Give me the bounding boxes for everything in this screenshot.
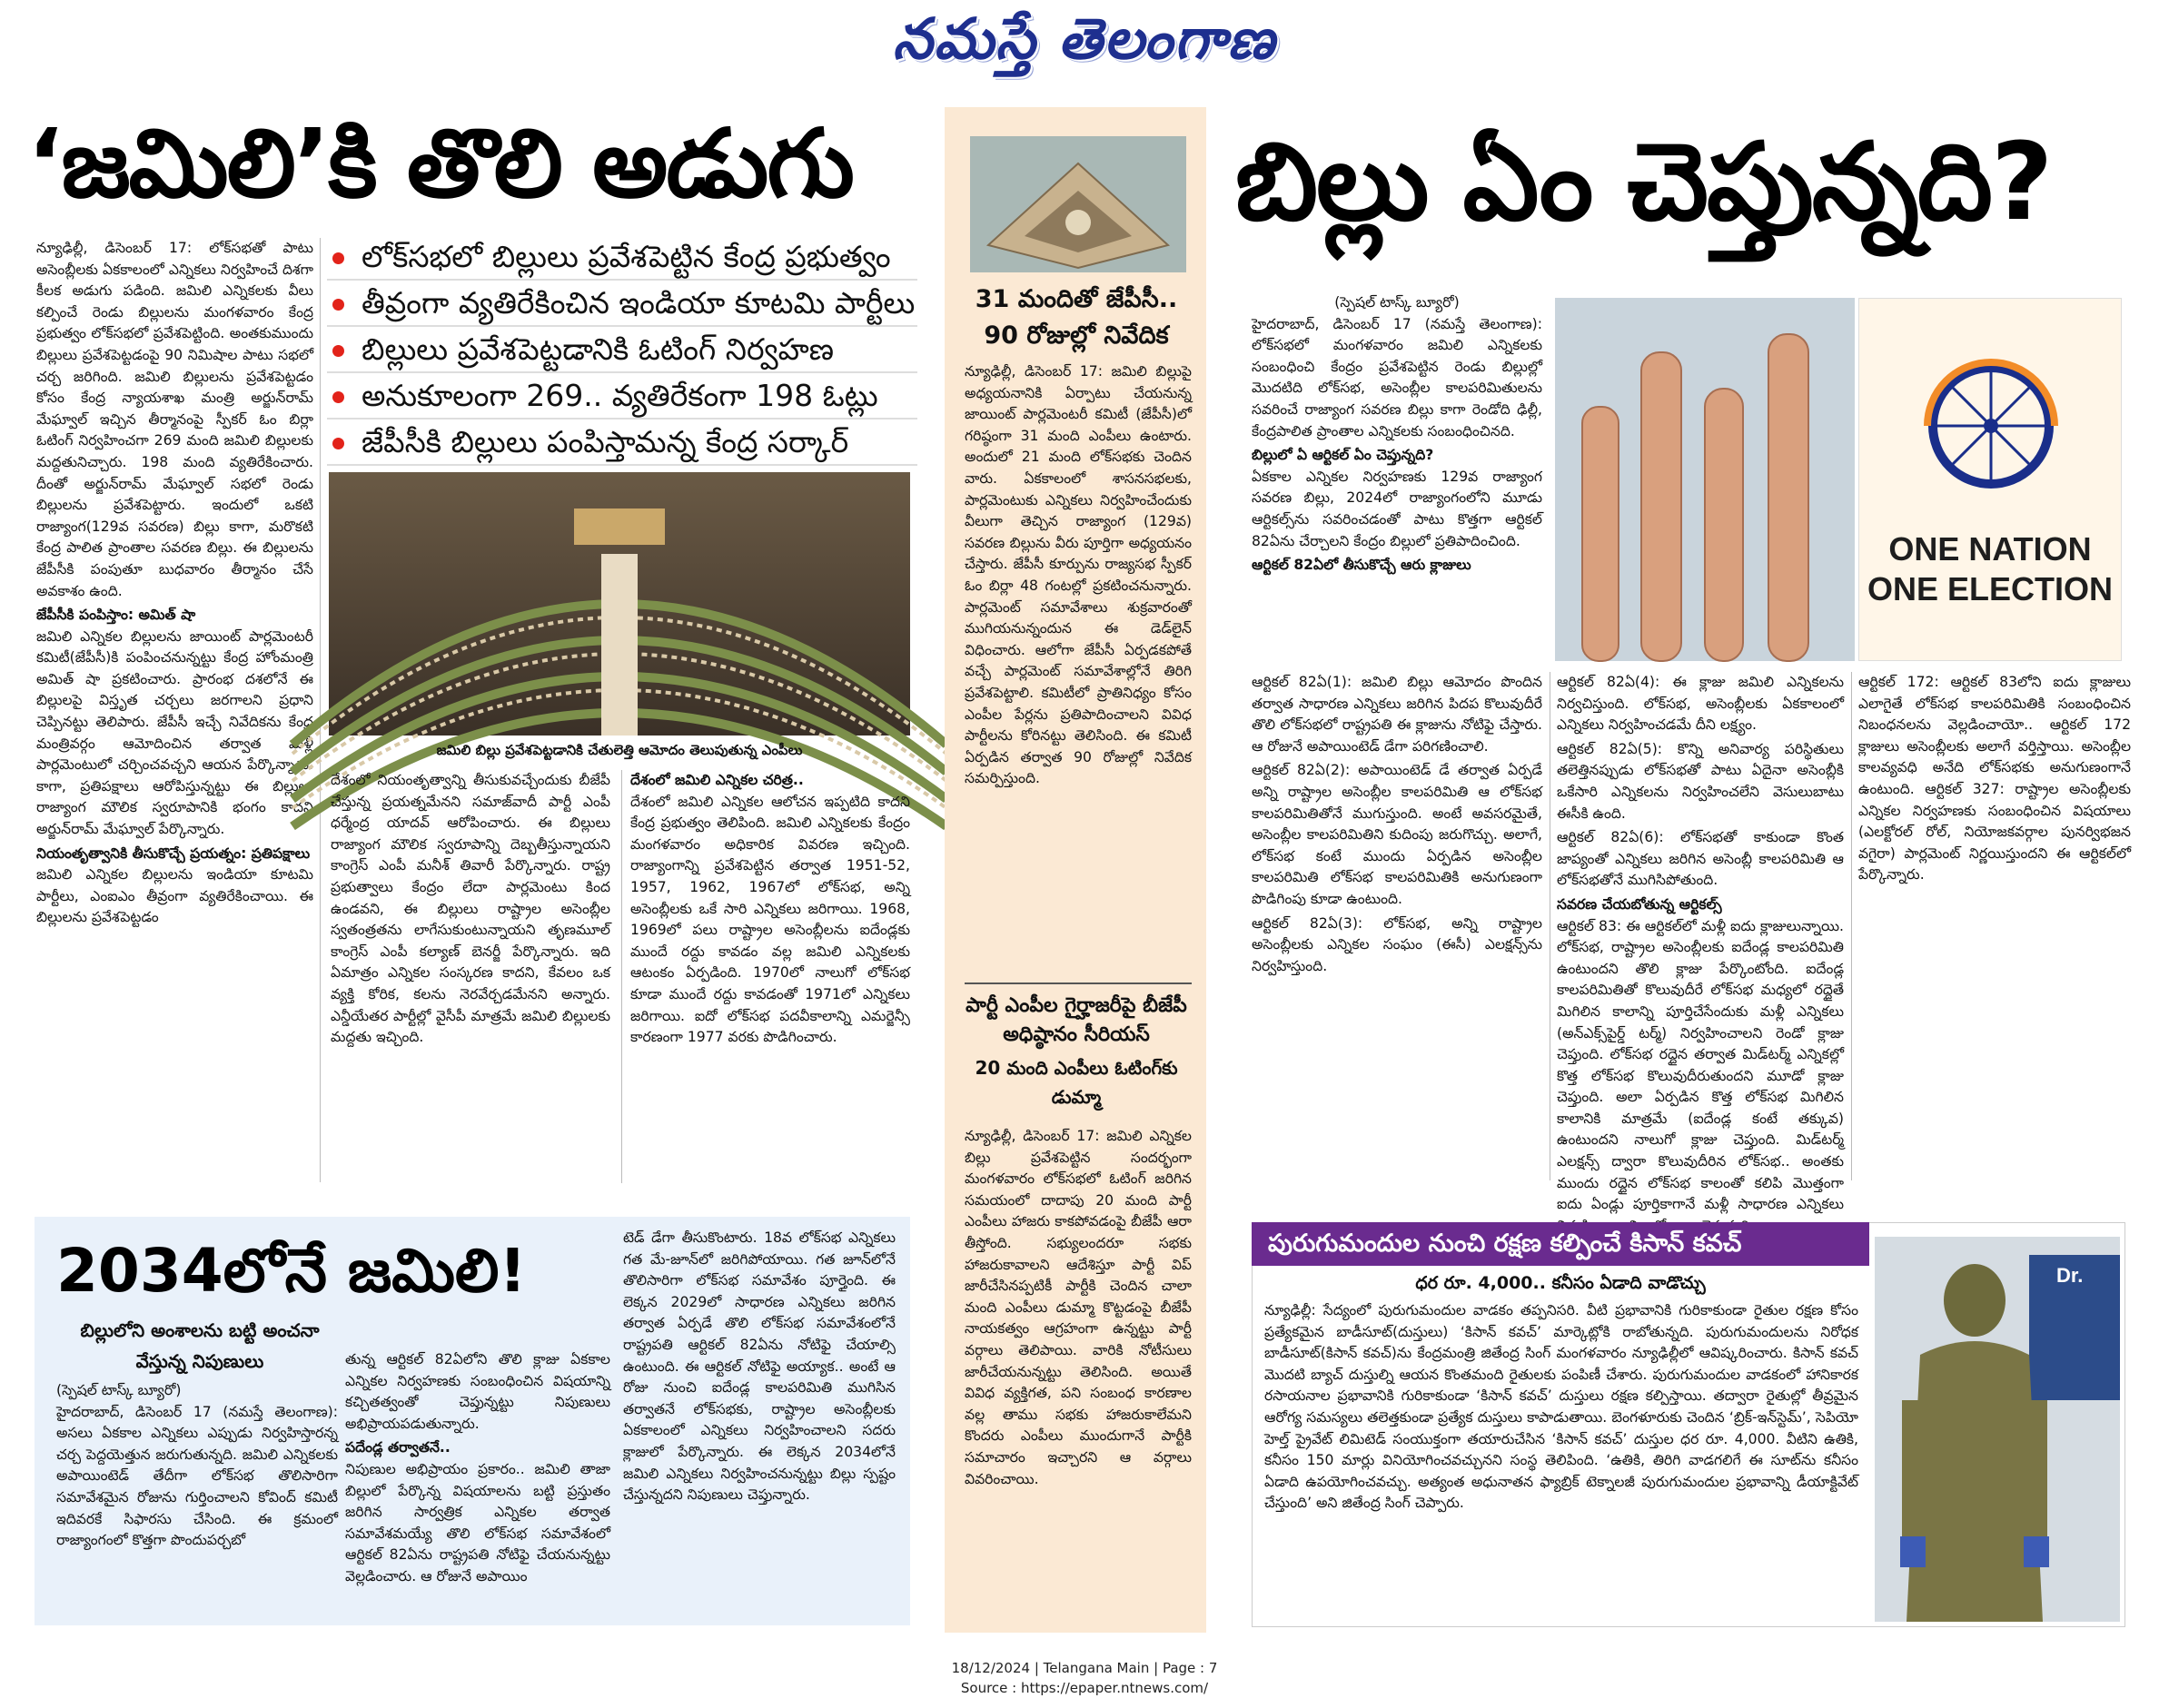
left-bullets (327, 234, 917, 466)
hands-image (1555, 298, 1855, 661)
byline: (స్పెషల్ టాస్క్ బ్యూరో) (56, 1382, 182, 1398)
right-headline: బిల్లు ఏం చెప్తున్నది? (1235, 119, 2052, 244)
bullet-item: జేపీసీకి బిల్లులు పంపిస్తామన్న కేంద్ర సర్కార్ (327, 420, 917, 466)
masthead (0, 0, 2169, 82)
bullet-item: బిల్లులు ప్రవేశపెట్టడానికి ఓటింగ్ నిర్వహణ (327, 327, 917, 373)
divider (965, 982, 1192, 984)
left-col3 (630, 770, 910, 1183)
subheading: ఆర్టికల్ 82ఏలో తీసుకొచ్చే ఆరు క్లాజులు (1252, 557, 1471, 574)
one-nation-badge (1858, 298, 2122, 661)
bullet-item: తీవ్రంగా వ్యతిరేకించిన ఇండియా కూటమి పార్టీలు (327, 281, 917, 327)
middle-text-2 (965, 1126, 1192, 1616)
parliament-image (329, 472, 910, 736)
left-col2 (331, 770, 610, 1183)
article-paragraph: టెడ్ డేగా తీసుకొంటారు. 18వ లోక్‌సభ ఎన్నికలు గత మే-జూన్‌లో జరిగిపోయాయి. గత జూన్‌లోనే తొలిసారిగా లోక్‌సభ సమావేశం పూర్తైంది. ఈ లెక్కన 2029లో సాధారణ ఎన్నికలు జరిగిన తర్వాత ఏర్పడే తొలి లోక్‌సభ సమావేశంలోనే రాష్ట్రపతి ఆర్టికల్ 82ఏను నోటిఫై చేయాల్సి ఉంటుంది. ఈ ఆర్టికల్ నోటిఫై అయ్యాక.. అంటే ఆ రోజు నుంచి ఐదేండ్ల కాలపరిమితి ముగిసిన తర్వాతనే లోక్‌సభకు, రాష్ట్రాల అసెంబ్లీలకు ఏకకాలంలో ఎన్నికలు నిర్వహించాలని సదరు క్లాజులో పేర్కొన్నారు. ఈ లెక్కన 2034లోనే జమిలి ఎన్నికలు నిర్వహించనున్నట్టు బిల్లు స్పష్టం చేస్తున్నదని నిపుణులు చెప్తున్నారు. (623, 1229, 896, 1504)
clause-item: ఆర్టికల్ 82ఏ(1): జమిలి బిల్లు ఆమోదం పొందిన తర్వాత సాధారణ ఎన్నికలు జరిగిన పిదప కొలువుదీరే తొలి లోక్‌సభలో రాష్ట్రపతి ఈ క్లాజును నోటిఫై చేస్తారు. ఆ రోజునే అపాయింటెడ్ డేగా పరిగణించాలి. (1252, 674, 1542, 755)
right-clauses-col2 (1557, 672, 1844, 1213)
bullet-item: లోక్‌సభలో బిల్లులు ప్రవేశపెట్టిన కేంద్ర ప్రభుత్వం (327, 234, 917, 281)
kisan-banner: పురుగుమందుల నుంచి రక్షణ కల్పించే కిసాన్ కవచ్ (1252, 1222, 1869, 1266)
subheading: దేశంలో జమిలి ఎన్నికల చరిత్ర.. (630, 772, 804, 788)
masthead-logo: నమస్తే తెలంగాణ (892, 5, 1277, 72)
byline: (స్పెషల్ టాస్క్ బ్యూరో) (1334, 294, 1460, 311)
badge-line-2: ONE ELECTION (1867, 570, 2114, 607)
subheading: బిల్లులో ఏ ఆర్టికల్ ఏం చెప్తున్నది? (1252, 447, 1434, 464)
article-paragraph: ఆర్టికల్ 172: ఆర్టికల్ 83లోని ఐదు క్లాజులు ఎలాగైతే లోక్‌సభ కాలపరిమితికి సంబంధించిన నిబంధనలను వెల్లడించాయో.. ఆర్టికల్ 172 క్లాజులు అసెంబ్లీలకు అలాగే వర్తిస్తాయి. అసెంబ్లీల కాలవ్యవధి అనేది లోక్‌సభకు అనుగుణంగానే ఉంటుంది. ఆర్టికల్ 327: రాష్ట్రాల అసెంబ్లీలకు ఎన్నికల నిర్వహణకు సంబంధించిన విషయాలు (ఎలక్టోరల్ రోల్, నియోజకవర్గాల పునర్విభజన వగైరా) పార్లమెంట్ నిర్ణయిస్తుందని ఈ ఆర్టికల్‌లో పేర్కొన్నారు. (1858, 674, 2131, 884)
article-paragraph: నిపుణుల అభిప్రాయం ప్రకారం.. జమిలి తాజా బిల్లులో పేర్కొన్న విషయాలను బట్టి ప్రస్తుతం జరిగిన సార్వత్రిక ఎన్నికల తర్వాత సమావేశమయ్యే తొలి లోక్‌సభ సమావేశంలో ఆర్టికల్ 82ఏను రాష్ట్రపతి నోటిఫై చేయనున్నట్టు వెల్లడించారు. ఆ రోజునే అపాయిం (345, 1460, 610, 1585)
clause-item: ఆర్టికల్ 82ఏ(4): ఈ క్లాజు జమిలి ఎన్నికలను నిర్వచిస్తుంది. లోక్‌సభ, అసెంబ్లీలకు ఏకకాలంలో ఎన్నికలు నిర్వహించడమే దీని లక్ష్యం. (1557, 674, 1844, 734)
parliament-building-photo (970, 136, 1186, 272)
clause-item: ఆర్టికల్ 82ఏ(6): లోక్‌సభతో కాకుండా కొంత జాప్యంతో ఎన్నికలు జరిగిన అసెంబ్లీ కాలపరిమితి ఆ లోక్‌సభతోనే ముగిసిపోతుంది. (1557, 829, 1844, 889)
article-paragraph: దేశంలో నియంతృత్వాన్ని తీసుకువచ్చేందుకు బీజేపీ చేస్తున్న ప్రయత్నమేనని సమాజ్‌వాదీ పార్టీ ఎంపీ ధర్మేంద్ర యాదవ్ ఆరోపించారు. ఈ బిల్లులు రాజ్యాంగ మౌలిక స్వరూపాన్ని దెబ్బతీస్తున్నాయని కాంగ్రెస్ ఎంపీ మనీశ్ తివారీ పేర్కొన్నారు. రాష్ట్ర ప్రభుత్వాలు కేంద్రం లేదా పార్లమెంటు కింద ఉండవని, ఈ బిల్లులు రాష్ట్రాల అసెంబ్లీల స్వతంత్రతను లాగేసుకుంటున్నాయని తృణమూల్ కాంగ్రెస్ ఎంపీ కల్యాణ్ బెనర్జీ పేర్కొన్నారు. ఇది ఏమాత్రం ఎన్నికల సంస్కరణ కాదని, కేవలం ఒక వ్యక్తి కోరిక, కలను నెరవేర్చడమేనని అన్నారు. ఎన్డీయేతర పార్టీల్లో వైసీపీ మాత్రమే జమిలి బిల్లులకు మద్దతు ఇచ్చింది. (331, 772, 610, 1046)
clause-item: ఆర్టికల్ 82ఏ(3): లోక్‌సభ, అన్ని రాష్ట్రాల అసెంబ్లీలకు ఎన్నికల సంఘం (ఈసీ) ఎలక్షన్స్‌ను నిర్వహిస్తుంది. (1252, 914, 1542, 974)
article-paragraph: న్యూఢిల్లీ, డిసెంబర్ 17: లోక్‌సభతో పాటు అసెంబ్లీలకు ఏకకాలంలో ఎన్నికలు నిర్వహించే దిశగా కీలక అడుగు పడింది. జమిలి ఎన్నికలకు వీలు కల్పించే రెండు బిల్లులను మంగళవారం కేంద్ర ప్రభుత్వం లోక్‌సభలో ప్రవేశపెట్టింది. అంతకుముందు బిల్లులు ప్రవేశపెట్టడంపై 90 నిమిషాల పాటు సభలో చర్చ జరిగింది. జమిలి బిల్లులను ప్రవేశపెట్టడం కోసం కేంద్ర న్యాయశాఖ మంత్రి అర్జున్‌రామ్ మేఘ్వాల్ ఇచ్చిన తీర్మానంపై స్పీకర్ ఓం బిర్లా ఓటింగ్ నిర్వహించగా 269 మంది జమిలి బిల్లులకు మద్దతునిచ్చారు. 198 మంది వ్యతిరేకించారు. దీంతో అర్జున్‌రామ్ మేఘ్వాల్ సభలో రెండు బిల్లులను ప్రవేశపెట్టారు. ఇందులో ఒకటి రాజ్యాంగ(129వ సవరణ) బిల్లు కాగా, మరొకటి కేంద్ర పాలిత ప్రాంతాల సవరణ బిల్లు. ఈ బిల్లులను జేపీసీకి పంపుతూ బుధవారం తీర్మానం చేసే అవకాశం ఉంది. (36, 240, 313, 599)
bottom-left-col1 (56, 1380, 338, 1618)
right-col3 (1858, 672, 2131, 1180)
footer (0, 1658, 2169, 1698)
ashoka-chakra-icon (1859, 299, 2123, 526)
article-paragraph: హైదరాబాద్, డిసెంబర్ 17 (నమస్తే తెలంగాణ): అసలు ఏకకాల ఎన్నికలు ఎప్పుడు నిర్వహిస్తారన్న చర్చ పెద్దయెత్తున జరుగుతున్నది. జమిలి ఎన్నికలకు అపాయింటెడ్ తేదీగా లోక్‌సభ తొలిసారిగా సమావేశమైన రోజును గుర్తించాలని కోవింద్ కమిటీ ఇదివరకే సిఫారసు చేసింది. ఈ క్రమంలో రాజ్యాంగంలో కొత్తగా పొందుపర్చబో (56, 1403, 338, 1549)
left-col1 (36, 238, 313, 1182)
article-paragraph: తున్న ఆర్టికల్ 82ఏలోని తొలి క్లాజు ఏకకాల ఎన్నికల నిర్వహణకు సంబంధించిన విషయాన్ని కచ్చితత్వంతో చెప్తున్నట్టు నిపుణులు అభిప్రాయపడుతున్నారు. (345, 1351, 610, 1432)
article-paragraph: జమిలి ఎన్నికల బిల్లులను ఇండియా కూటమి పార్టీలు, ఎంఐఎం తీవ్రంగా వ్యతిరేకించాయి. ఈ బిల్లులను ప్రవేశపెట్టడం (36, 866, 313, 926)
bottom-left-subhead: బిల్లులోని అంశాలను బట్టి అంచనా వేస్తున్న నిపుణులు (80, 1319, 320, 1372)
article-paragraph: ఏకకాల ఎన్నికల నిర్వహణకు 129వ రాజ్యాంగ సవరణ బిల్లు, 2024లో రాజ్యాంగంలోని మూడు ఆర్టికల్స్‌ను సవరించడంతో పాటు కొత్తగా ఆర్టికల్ 82ఏను చేర్చాలని కేంద్రం బిల్లులో ప్రతిపాదించింది. (1252, 468, 1542, 549)
article-paragraph: దేశంలో జమిలి ఎన్నికల ఆలోచన ఇప్పటిది కాదని కేంద్ర ప్రభుత్వం తెలిపింది. జమిలి ఎన్నికలకు కేంద్రం మంగళవారం అధికారిక వివరణ ఇచ్చింది. రాజ్యాంగాన్ని ప్రవేశపెట్టిన తర్వాత 1951-52, 1957, 1962, 1967లో లోక్‌సభ, అన్ని అసెంబ్లీలకు ఒకే సారి ఎన్నికలు జరిగాయి. 1968, 1969లో పలు రాష్ట్రాల అసెంబ్లీలను ఐదేండ్లకు ముందే రద్దు కావడం వల్ల జమిలి ఎన్నికలకు ఆటంకం ఏర్పడింది. 1970లో నాలుగో లోక్‌సభ కూడా ముందే రద్దు కావడంతో 1971లో ఎన్నికలు జరిగాయి. ఐదో లోక్‌సభ పదవీకాలాన్ని ఎమర్జెన్సీ కారణంగా 1977 వరకు పొడిగించారు. (630, 793, 910, 1046)
voters-hands-photo (1555, 298, 1855, 661)
clause-item: ఆర్టికల్ 82ఏ(2): అపాయింటెడ్ డే తర్వాత ఏర్పడే అన్ని రాష్ట్రాల అసెంబ్లీల కాలపరిమితి ఆ లోక్‌సభ కాలపరిమితితోనే ముగుస్తుంది. అంటే అవసరమైతే, అసెంబ్లీల కాలపరిమితిని కుదింపు జరుగొచ్చు. అలాగే, లోక్‌సభ కంటే ముందు ఏర్పడిన అసెంబ్లీల కాలపరిమితి లోక్‌సభ కాలపరిమితికి అనుగుణంగా పొడిగింపు కూడా ఉంటుంది. (1252, 762, 1542, 907)
suit-image (1875, 1237, 2120, 1622)
middle-headline-2b: 20 మంది ఎంపీలు ఓటింగ్‌కు డుమ్మా (975, 1057, 1178, 1108)
column-rule (621, 770, 622, 1183)
footer-source: Source : https://epaper.ntnews.com/ (960, 1680, 1209, 1696)
bullet-item: అనుకూలంగా 269.. వ్యతిరేకంగా 198 ఓట్లు (327, 373, 917, 420)
middle-headline-1: 31 మందితో జేపీసీ.. 90 రోజుల్లో నివేదిక (975, 285, 1178, 350)
photo-label: Dr. (2056, 1264, 2084, 1287)
badge-line-1: ONE NATION (1888, 530, 2092, 568)
parliament-photo (329, 472, 910, 736)
article-paragraph: జమిలి ఎన్నికల బిల్లులను జాయింట్ పార్లమెంటరీ కమిటీ(జేపీసీ)కి పంపించనున్నట్టు కేంద్ర హోంమంత్రి అమిత్ షా ప్రకటించారు. ప్రారంభ దశలోనే ఈ బిల్లులపై విస్తృత చర్చలు జరగాలని ప్రధాని చెప్పినట్టు తెలిపారు. జేపీసీ ఇచ్చే నివేదికను కేంద్ర మంత్రివర్గం ఆమోదించిన తర్వాత మళ్లీ పార్లమెంటులో చర్చించవచ్చని ఆయన పేర్కొన్నారు. కాగా, ప్రతిపక్షాలు ఆరోపిస్తున్నట్టు ఈ బిల్లులు రాజ్యాంగ మౌలిక స్వరూపానికి భంగం కాదని అర్జున్‌రామ్ మేఘ్వాల్ పేర్కొన్నారు. (36, 627, 313, 838)
bottom-left-headline: 2034లోనే జమిలి! (56, 1236, 527, 1306)
right-intro (1252, 292, 1542, 656)
right-clauses-col1 (1252, 672, 1542, 1180)
subheading: సవరణ చేయబోతున్న ఆర్టికల్స్ (1557, 895, 1722, 913)
footer-edition: 18/12/2024 | Telangana Main | Page : 7 (951, 1660, 1218, 1676)
photo-caption: జమిలి బిల్లు ప్రవేశపెట్టడానికి చేతులెత్తి ఆమోదం తెలుపుతున్న ఎంపీలు (436, 742, 803, 758)
kisan-text (1264, 1300, 1858, 1620)
middle-headline-2: పార్టీ ఎంపీల గైర్హాజరీపై బీజేపీ అధిష్ఠానం సీరియస్ (966, 994, 1187, 1046)
building-image (970, 136, 1186, 272)
subheading: పదేండ్ల తర్వాతనే.. (345, 1439, 451, 1456)
article-paragraph: ఆర్టికల్ 83: ఈ ఆర్టికల్‌లో మళ్లీ ఐదు క్లాజులున్నాయి. లోక్‌సభ, రాష్ట్రాల అసెంబ్లీలకు ఐదేండ్ల కాలపరిమితి ఉంటుందని తొలి క్లాజు పేర్కొంటోంది. ఐదేండ్ల కాలపరిమితితో కొలువుదీరే లోక్‌సభ మధ్యలో రద్దైతే మిగిలిన కాలాన్ని పూర్తిచేసేందుకు మళ్లీ ఎన్నికలు (అన్‌ఎక్స్‌పైర్డ్ టర్మ్) నిర్వహించాలని రెండో క్లాజు చెప్తుంది. లోక్‌సభ రద్దైన తర్వాత మిడ్‌టర్మ్ ఎన్నికల్లో కొత్త లోక్‌సభ కొలువుదీరుతుందని మూడో క్లాజు చెప్తుంది. అలా ఏర్పడిన కొత్త లోక్‌సభ మిగిలిన కాలానికి మాత్రమే (ఐదేండ్ల కంటే తక్కువ) ఉంటుందని నాలుగో క్లాజు చెప్తుంది. మిడ్‌టర్మ్ ఎలక్షన్స్ ద్వారా కొలువుదీరిన లోక్‌సభ.. అంతకు ముందు రద్దైన లోక్‌సభ కాలంతో కలిపి మొత్తంగా ఐదు ఏండ్లు పూర్తికాగానే మళ్లీ సాధారణ ఎన్నికలు (1557, 917, 1844, 1213)
article-paragraph: హైదరాబాద్, డిసెంబర్ 17 (నమస్తే తెలంగాణ): లోక్‌సభలో మంగళవారం జమిలి ఎన్నికలకు సంబంధించి కేంద్రం ప్రవేశపెట్టిన రెండు బిల్లుల్లో మొదటిది లోక్‌సభ, అసెంబ్లీల కాలపరిమితులను సవరించే రాజ్యాంగ సవరణ బిల్లు కాగా రెండోది ఢిల్లీ, కేంద్రపాలిత ప్రాంతాల ఎన్నికలకు సంబంధించినది. (1252, 315, 1542, 439)
column-rule (1851, 672, 1852, 1180)
kisan-subhead: ధర రూ. 4,000.. కనీసం ఏడాది వాడొచ్చు (1415, 1273, 1706, 1293)
subheading: నియంతృత్వానికి తీసుకొచ్చే ప్రయత్నం: ప్రతిపక్షాలు (36, 844, 311, 862)
article-paragraph: న్యూఢిల్లీ: సేద్యంలో పురుగుమందుల వాడకం తప్పనిసరి. వీటి ప్రభావానికి గురికాకుండా రైతుల రక్షణ కోసం ప్రత్యేకమైన బాడీసూట్(దుస్తులు) ‘కిసాన్ కవచ్’ మార్కెట్లోకి రాబోతున్నది. పురుగుమందులను నిరోధక బాడీసూట్(కిసాన్ కవచ్)ను కేంద్రమంత్రి జితేంద్ర సింగ్ మంగళవారం న్యూఢిల్లీలో ఆవిష్కరించారు. కిసాన్ కవచ్ మొదటి బ్యాచ్ దుస్తుల్ని ఆయన కొంతమంది రైతులకు పంపిణీ చేశారు. పురుగుమందుల వాడకంలో హానికారక రసాయనాల ప్రభావానికి గురికాకుండా ‘కిసాన్ కవచ్’ దుస్తులు రక్షణ కల్పిస్తాయి. తద్వారా రైతుల్లో తీవ్రమైన ఆరోగ్య సమస్యలు తలెత్తకుండా ప్రత్యేక దుస్తులు కాపాడుతాయి. బెంగళూరుకు చెందిన ‘బ్రిక్-ఇన్‌స్టెమ్’, సెపియో హెల్త్ ప్రైవేట్ లిమిటెడ్ సంయుక్తంగా తయారుచేసిన ‘కిసాన్ కవచ్’ దుస్తుల ధర రూ. 4,000. వీటిని ఉతికి, కనీసం 150 మార్లు వినియోగించవచ్చునని సంస్థ తెలిపింది. ‘ఉతికి, తిరిగి వాడగలిగే ఈ సూట్‌ను కనీసం ఏడాది ఉపయోగించవచ్చు. అత్యంత అధునాతన ఫ్యాబ్రిక్ టెక్నాలజీ పురుగుమందుల ప్రభావాన్ని డీయాక్టివేట్ చేస్తుంది’ అని జితేంద్ర సింగ్ చెప్పారు. (1264, 1302, 1858, 1512)
article-paragraph: న్యూఢిల్లీ, డిసెంబర్ 17: జమిలి బిల్లుపై అధ్యయనానికి ఏర్పాటు చేయనున్న జాయింట్ పార్లమెంటరీ కమిటీ (జేపీసీ)లో గరిష్ఠంగా 31 మంది ఎంపీలు ఉంటారు. అందులో 21 మంది లోక్‌సభకు చెందిన వారు. ఏకకాలంలో శాసనసభలకు, పార్లమెంటుకు ఎన్నికలు నిర్వహించేందుకు వీలుగా తెచ్చిన రాజ్యాంగ (129వ) సవరణ బిల్లును వీరు పూర్తిగా అధ్యయనం చేస్తారు. జేపీసీ కూర్పును రాజ్యసభ స్పీకర్ ఓం బిర్లా 48 గంటల్లో ప్రకటించనున్నారు. పార్లమెంట్ సమావేశాలు శుక్రవారంతో ముగియనున్నందున ఈ డెడ్‌లైన్ విధించారు. ఆలోగా జేపీసీ ఏర్పడకపోతే వచ్చే పార్లమెంట్ సమావేశాల్లోనే తిరిగి ప్రవేశపెట్టాలి. కమిటీలో ప్రాతినిధ్యం కోసం ఎంపీల పేర్లను ప్రతిపాదించాలని వివిధ పార్టీలను కోరినట్టు తెలిసింది. ఈ కమిటీ ఏర్పడిన తర్వాత 90 రోజుల్లో నివేదిక సమర్పిస్తుంది. (965, 363, 1192, 787)
bottom-left-col3 (623, 1228, 896, 1618)
clause-item: ఆర్టికల్ 82ఏ(5): కొన్ని అనివార్య పరిస్థితులు తలెత్తినప్పుడు లోక్‌సభతో పాటు ఏదైనా అసెంబ్లీకి ఒకేసారి ఎన్నికలను నిర్వహించలేని వెసులుబాటు ఈసీకి ఉంది. (1557, 740, 1844, 822)
column-rule (320, 238, 321, 1182)
kisan-kavach-photo (1875, 1237, 2120, 1622)
bottom-left-col2 (345, 1349, 610, 1618)
article-paragraph: న్యూఢిల్లీ, డిసెంబర్ 17: జమిలి ఎన్నికల బిల్లు ప్రవేశపెట్టిన సందర్భంగా మంగళవారం లోక్‌సభలో ఓటింగ్ జరిగిన సమయంలో దాదాపు 20 మంది పార్టీ ఎంపీలు హాజరు కాకపోవడంపై బీజేపీ ఆరా తీస్తోంది. సభ్యులందరూ సభకు హాజరుకావాలని ఆదేశిస్తూ పార్టీ విప్ జారీచేసినప్పటికీ పార్టీకి చెందిన చాలా మంది ఎంపీలు డుమ్మా కొట్టడంపై బీజేపీ నాయకత్వం ఆగ్రహంగా ఉన్నట్టు పార్టీ వర్గాలు తెలిపాయి. వారికి నోటీసులు జారీచేయనున్నట్టు తెలిసింది. అయితే వివిధ వ్యక్తిగత, పని సంబంధ కారణాల వల్ల తాము సభకు హాజరుకాలేమని కొందరు ఎంపీలు ముందుగానే పార్టీకి సమాచారం ఇచ్చారని ఆ వర్గాలు వివరించాయి. (965, 1128, 1192, 1487)
left-headline: ‘జమిలి’కి తొలి అడుగు (27, 108, 853, 219)
middle-text-1 (965, 361, 1192, 979)
subheading: జేపీసీకి పంపిస్తాం: అమిత్ షా (36, 607, 196, 624)
